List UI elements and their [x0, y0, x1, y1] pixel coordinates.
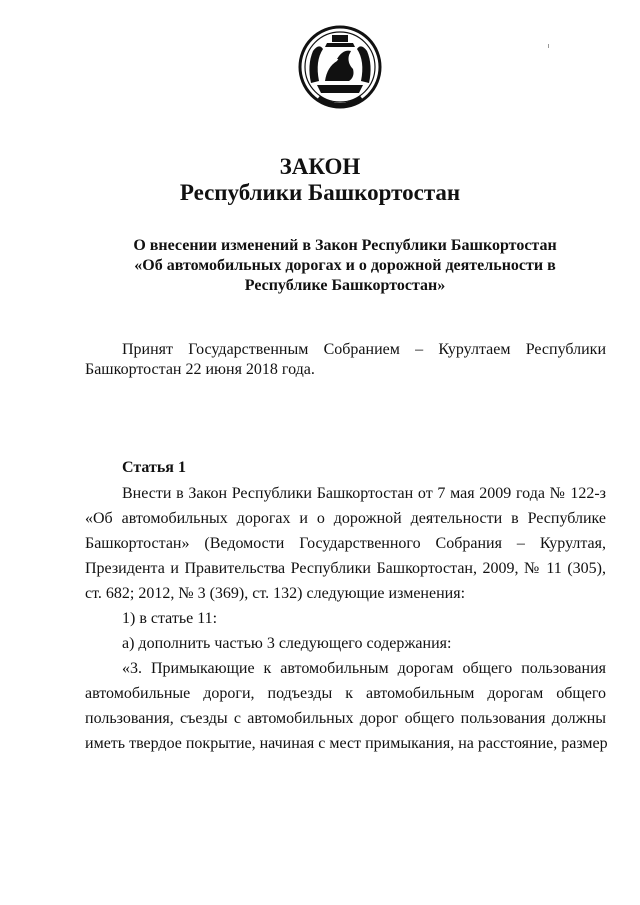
article-heading: Статья 1 [122, 459, 186, 476]
body-line: «Об автомобильных дорогах и о дорожной деятельности в Республике [85, 510, 606, 527]
body-line: а) дополнить частью 3 следующего содержания: [122, 635, 452, 652]
adoption-line: Башкортостан 22 июня 2018 года. [85, 361, 315, 378]
body-line: Внести в Закон Республики Башкортостан от 7 мая 2009 года № 122-з [122, 485, 606, 502]
scan-mark [548, 44, 549, 48]
subtitle-line: Республике Башкортостан» [244, 277, 446, 294]
subtitle-line: О внесении изменений в Закон Республики Башкортостан [133, 237, 557, 254]
body-line: «3. Примыкающие к автомобильным дорогам общего пользования [122, 660, 606, 677]
body-line: ст. 682; 2012, № 3 (369), ст. 132) следующие изменения: [85, 585, 466, 602]
law-subtitle [100, 236, 590, 296]
adoption-line: Принят Государственным Собранием – Курултаем Республики [122, 341, 606, 358]
body-line: иметь твердое покрытие, начиная с мест примыкания, на расстояние, размер [85, 735, 608, 752]
body-line: автомобильные дороги, подъезды к автомобильным дорогам общего [85, 685, 606, 702]
subtitle-line: «Об автомобильных дорогах и о дорожной деятельности в [134, 257, 556, 274]
coat-of-arms-icon [297, 25, 383, 117]
article-body [85, 481, 606, 756]
body-line: 1) в статье 11: [122, 610, 218, 627]
body-line: пользования, съезды с автомобильных дорог общего пользования должны [85, 710, 606, 727]
body-line: Башкортостан» (Ведомости Государственного Собрания – Курултая, [85, 535, 606, 552]
document-type-title: ЗАКОН [279, 154, 361, 179]
republic-title: Республики Башкортостан [179, 180, 461, 205]
body-line: Президента и Правительства Республики Башкортостан, 2009, № 11 (305), [85, 560, 606, 577]
adoption-statement [85, 340, 606, 380]
